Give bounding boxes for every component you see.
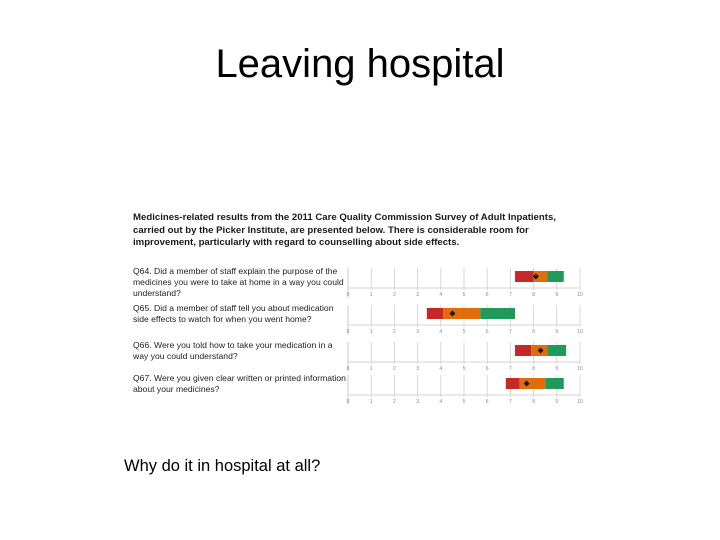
bar-segment (548, 345, 567, 356)
tick-label: 2 (393, 329, 396, 335)
tick-label: 2 (393, 399, 396, 405)
tick-label: 3 (416, 399, 419, 405)
slide-title: Leaving hospital (215, 42, 505, 86)
tick-label: 8 (532, 366, 535, 372)
tick-label: 8 (532, 399, 535, 405)
tick-label: 4 (439, 366, 443, 372)
tick-label: 10 (577, 366, 583, 372)
tick-label: 5 (462, 292, 466, 298)
tick-label: 0 (346, 366, 350, 372)
figure-intro-text: Medicines-related results from the 2011 Care Quality Commission Survey of Adult Inpatients, carried out by the Picker Institute, are presented below. There is considerable room for improvement, particularly with regard to counselling about side effects. (133, 212, 556, 248)
bar-segment (427, 308, 443, 319)
tick-label: 6 (485, 329, 489, 335)
footer-question: Why do it in hospital at all? (124, 457, 321, 475)
question-label: Q64. Did a member of staff explain the purpose of the medicines you were to take at home in a way you could understand? (133, 266, 344, 298)
bar-segment (506, 378, 520, 389)
tick-label: 4 (439, 329, 443, 335)
bar-segment (443, 308, 480, 319)
question-label: Q67. Were you given clear written or printed information about your medicines? (133, 373, 346, 394)
bar-segment (515, 345, 531, 356)
tick-label: 9 (555, 292, 559, 298)
question-label: Q65. Did a member of staff tell you about medication side effects to watch for when you went home? (133, 303, 334, 324)
tick-label: 7 (509, 366, 512, 372)
bar-segment (515, 271, 534, 282)
tick-label: 0 (346, 292, 350, 298)
tick-label: 1 (369, 292, 373, 298)
tick-label: 0 (346, 329, 350, 335)
tick-label: 1 (369, 366, 373, 372)
bar-segment (548, 271, 564, 282)
tick-label: 0 (346, 399, 350, 405)
tick-label: 1 (369, 399, 373, 405)
tick-label: 10 (577, 292, 583, 298)
question-label: Q66. Were you told how to take your medication in a way you could understand? (133, 340, 333, 361)
tick-label: 7 (509, 292, 512, 298)
tick-label: 1 (369, 329, 373, 335)
tick-label: 6 (485, 366, 489, 372)
tick-label: 2 (393, 366, 396, 372)
tick-label: 8 (532, 292, 535, 298)
tick-label: 2 (393, 292, 396, 298)
survey-results-chart (133, 212, 590, 405)
tick-label: 10 (577, 329, 583, 335)
tick-label: 6 (485, 399, 489, 405)
bar-segment (520, 378, 546, 389)
bar-segment (545, 378, 564, 389)
tick-label: 3 (416, 366, 419, 372)
tick-label: 3 (416, 292, 419, 298)
tick-label: 4 (439, 292, 443, 298)
tick-label: 8 (532, 329, 535, 335)
tick-label: 9 (555, 366, 559, 372)
tick-label: 9 (555, 329, 559, 335)
tick-label: 5 (462, 329, 466, 335)
tick-label: 10 (577, 399, 583, 405)
tick-label: 3 (416, 329, 419, 335)
bar-segment (480, 308, 515, 319)
tick-label: 7 (509, 399, 512, 405)
tick-label: 4 (439, 399, 443, 405)
tick-label: 5 (462, 399, 466, 405)
tick-label: 6 (485, 292, 489, 298)
tick-label: 7 (509, 329, 512, 335)
survey-results-figure (133, 212, 590, 405)
tick-label: 9 (555, 399, 559, 405)
tick-label: 5 (462, 366, 466, 372)
